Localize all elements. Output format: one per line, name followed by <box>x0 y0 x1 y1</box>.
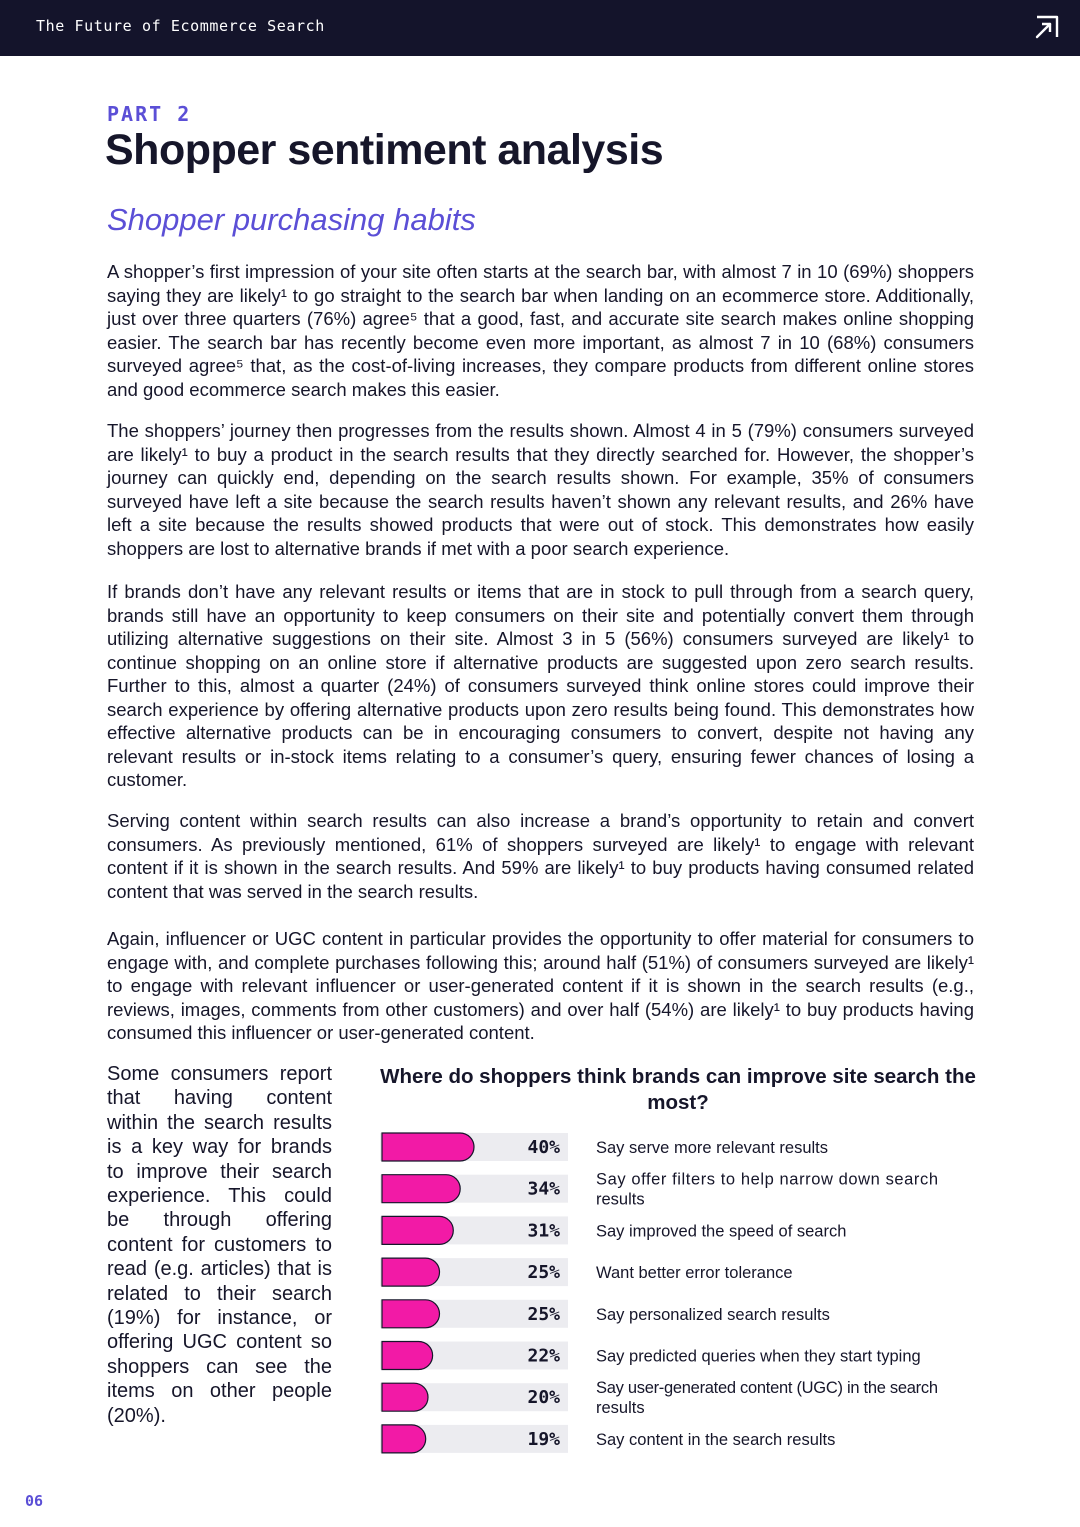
body-paragraph-1: A shopper’s first impression of your site often starts at the search bar, with almost 7 in 10 (69%) shoppers saying they are likely¹ to go straight to the search bar when landing on an ecommerce store. Additionally, just over three quarters (76%) agree⁵ that a good, fast, and accurate site search makes online shopping easier. The search bar has recently become even more important, as almost 7 in 10 (68%) consumers surveyed agree⁵ that, as the cost-of-living increases, they compare products from different online stores and good ecommerce search makes this easier. <box>107 261 974 400</box>
value-label: 40% <box>527 1137 560 1158</box>
improvement-bar-chart <box>380 1120 976 1460</box>
bar-2 <box>382 1175 460 1203</box>
value-label: 31% <box>527 1220 560 1242</box>
bar-7 <box>382 1383 428 1411</box>
category-label: Say improved the speed of search <box>596 1222 847 1241</box>
part-label: PART 2 <box>107 102 192 126</box>
bar-1 <box>382 1133 474 1161</box>
value-label: 22% <box>527 1345 560 1367</box>
category-label: Say personalized search results <box>596 1305 830 1324</box>
value-label: 25% <box>527 1303 560 1325</box>
category-label: Say serve more relevant results <box>596 1139 829 1157</box>
category-label: Say offer filters to help narrow down search results <box>596 1170 938 1209</box>
bar-5 <box>382 1300 440 1328</box>
bar-3 <box>382 1216 453 1244</box>
category-label: Say predicted queries when they start typing <box>596 1347 921 1366</box>
body-paragraph-3: If brands don’t have any relevant results or items that are in stock to pull through from a search query, brands still have an opportunity to keep consumers on their site and potentially convert them through utilizing alternative suggestions on their site. Almost 3 in 5 (56%) consumers surveyed are likely¹ to continue shopping on an online store if alternative products are suggested upon zero search results. Further to this, almost a quarter (24%) of consumers surveyed think online stores could improve their search experience by offering alternative products upon zero results being found. This demonstrates how effective alternative products can be in encouraging consumers to convert, despite not having any relevant results or in-stock items relating to a consumer’s query, ensuring fewer chances of losing a customer. <box>107 581 974 790</box>
category-label: Say user-generated content (UGC) in the search results <box>596 1379 938 1418</box>
bar-6 <box>382 1342 433 1370</box>
value-label: 25% <box>527 1262 560 1284</box>
chart-title: Where do shoppers think brands can improve site search the most? <box>380 1065 976 1114</box>
sidebar-paragraph: Some consumers report that having content within the search results is a key way for brands to improve their search experience. This could be through offering content for customers to read (e.g. articles) that is related to their search (19%) for instance, or offering UGC content so shoppers can see the items on other people (20%). <box>107 1063 332 1427</box>
document-title: The Future of Ecommerce Search <box>36 17 325 35</box>
page-number: 06 <box>25 1492 44 1510</box>
arrow-corner-logo-icon[interactable] <box>1034 14 1060 40</box>
category-label: Want better error tolerance <box>596 1264 793 1283</box>
value-label: 19% <box>527 1428 560 1450</box>
body-paragraph-2: The shoppers’ journey then progresses from the results shown. Almost 4 in 5 (79%) consumers surveyed are likely¹ to buy a product in the search results that they directly searched for. However, the shopper’s journey can quickly end, depending on the search results shown. For example, 35% of consumers surveyed have left a site because the search results haven’t shown any relevant results, and 26% have left a site because the results showed products that were out of stock. This demonstrates how easily shoppers are lost to alternative brands if met with a poor search experience. <box>107 420 974 559</box>
bar-4 <box>382 1258 440 1286</box>
page-title: Shopper sentiment analysis <box>105 126 664 174</box>
body-paragraph-5: Again, influencer or UGC content in particular provides the opportunity to offer material for consumers to engage with, and complete purchases following this; around half (51%) of consumers surveyed are likely¹ to engage with relevant influencer or user-generated content if it is shown in the search results (e.g., reviews, images, comments from other customers) and over half (54%) are likely¹ to buy products having consumed this influencer or user-generated content. <box>107 928 974 1043</box>
body-paragraph-4: Serving content within search results can also increase a brand’s opportunity to retain and convert consumers. As previously mentioned, 61% of shoppers surveyed are likely¹ to engage with relevant content if it is shown in the search results. And 59% are likely¹ to buy products having consumed related content that was served in the search results. <box>107 810 974 902</box>
category-label: Say content in the search results <box>596 1430 836 1449</box>
header-bar <box>0 0 1080 56</box>
value-label: 20% <box>527 1387 560 1409</box>
value-label: 34% <box>527 1178 560 1200</box>
section-title: Shopper purchasing habits <box>107 202 476 237</box>
bar-8 <box>382 1425 426 1453</box>
